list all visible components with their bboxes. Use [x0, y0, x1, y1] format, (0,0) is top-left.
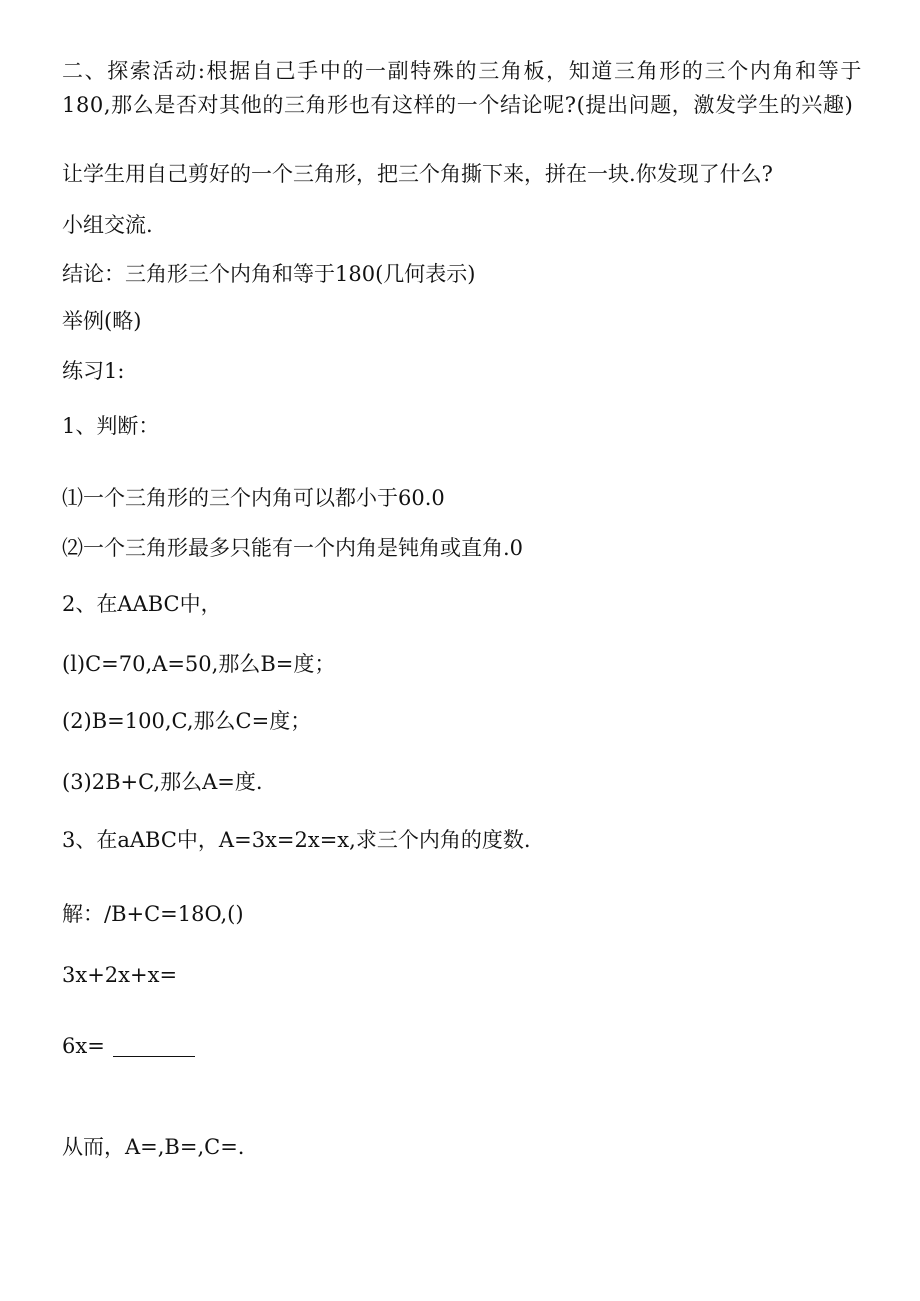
question-2-item-2: (2)B=100,C,那么C=度；: [62, 709, 312, 733]
intro-paragraph: 二、探索活动:根据自己手中的一副特殊的三角板，知道三角形的三个内角和等于180,那么是否对其他的三角形也有这样的一个结论呢?(提出问题，激发学生的兴趣): [62, 59, 862, 117]
question-1-item-1: ⑴一个三角形的三个内角可以都小于60.0: [62, 486, 445, 510]
group-discussion-text: 小组交流.: [62, 213, 153, 237]
question-1-title: 1、判断：: [62, 414, 160, 438]
question-2-item-3: (3)2B+C,那么A=度.: [62, 770, 263, 794]
example-text: 举例(略): [62, 309, 142, 333]
conclusion-text: 结论：三角形三个内角和等于180(几何表示): [62, 262, 476, 286]
question-1-item-2: ⑵一个三角形最多只能有一个内角是钝角或直角.0: [62, 536, 524, 560]
question-2-title: 2、在AABC中，: [62, 592, 222, 616]
solution-line-4: 从而，A=,B=,C=.: [62, 1135, 245, 1159]
answer-blank: [113, 1034, 195, 1057]
exercise-title: 练习1:: [62, 359, 125, 383]
activity-text: 让学生用自己剪好的一个三角形，把三个角撕下来，拼在一块.你发现了什么?: [62, 162, 773, 186]
question-2-item-1: (l)C=70,A=50,那么B=度；: [62, 652, 336, 676]
question-3-title: 3、在aABC中，A=3x=2x=x,求三个内角的度数.: [62, 828, 531, 852]
solution-line-2: 3x+2x+x=: [62, 963, 178, 987]
solution-line-3-text: 6x=: [62, 1034, 105, 1058]
solution-line-3: [62, 1029, 880, 1063]
solution-line-1: 解：∕B+C=18O,(): [62, 902, 244, 926]
